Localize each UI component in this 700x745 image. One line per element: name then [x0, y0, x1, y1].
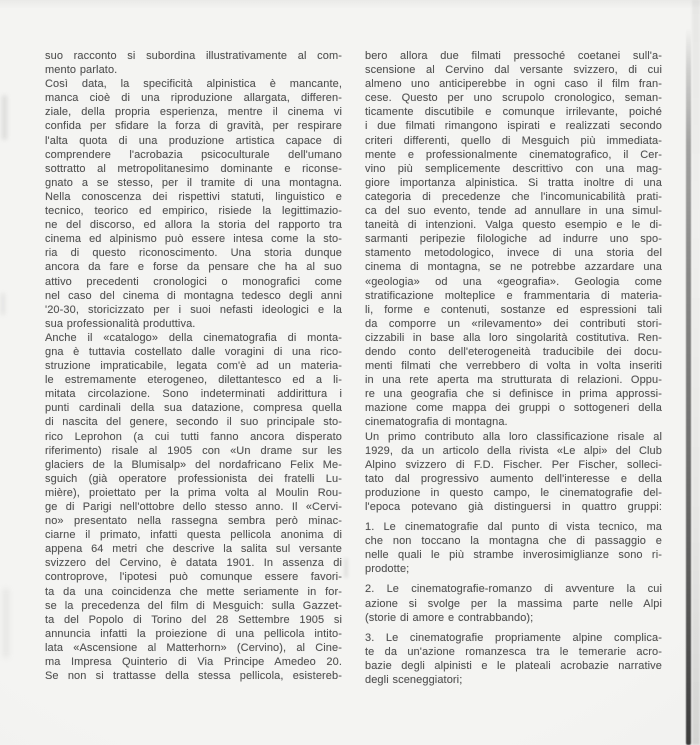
paragraph — [45, 190, 342, 331]
text-line: Anche il «catalogo» della cinematografia di monta- — [45, 331, 342, 344]
text-line: scensione al Cervino dal versante svizzero, di cui — [365, 64, 662, 77]
text-line: suo racconto si subordina illustrativamente al com- — [45, 50, 342, 62]
text-line: rico Leprohon (a cui tutti fanno ancora disperato — [45, 430, 342, 443]
text-line: annuncia infatti la proiezione di una pellicola intito- — [45, 627, 342, 640]
text-line: se la precedenza del film di Mesguich: sulla Gazzet- — [45, 599, 342, 612]
text-line: bero allora due filmati pressoché coetanei sull'a- — [365, 50, 662, 62]
paragraph — [365, 582, 662, 624]
text-line: comprendere l'acrobazia psicoculturale dell'umano — [45, 148, 342, 161]
paragraph — [45, 331, 342, 683]
text-line: Così data, la specificità alpinistica è mancante, — [45, 78, 342, 91]
text-line: ta da una coincidenza che mette seriamente in for- — [45, 585, 342, 598]
text-line: struzione impraticabile, legata com'è ad un materia- — [45, 360, 342, 373]
text-line: vino più semplicemente descrittivo con una mag- — [365, 162, 662, 175]
text-line: sottratto al metropolitanesimo dominante e riconse- — [45, 162, 342, 175]
text-line: appena 64 metri che descrive la salita sul versante — [45, 543, 342, 556]
text-line: mitata circolazione. Sono indeterminati addirittura i — [45, 388, 342, 401]
scan-smudge-left-1 — [2, 95, 7, 140]
text-line: gna è tuttavia costellato dalle voragini di una rico- — [45, 345, 342, 358]
text-line: l'alta quota di una produzione artistica capace di — [45, 134, 342, 147]
text-line: Un primo contributo alla loro classificazione risale al — [365, 430, 662, 443]
paragraph — [45, 49, 342, 77]
text-line: gnato a se stesso, per il tramite di una montagna. — [45, 176, 342, 189]
text-line: sua professionalità produttiva. — [45, 317, 196, 330]
text-line: taneità di intenzioni. Valga questo esempio e le di- — [365, 219, 662, 232]
text-line: criteri differenti, quello di Mesguich più immediata- — [365, 134, 662, 147]
text-line: nelle quali le più strambe inverosimiglianze sono ri- — [365, 549, 662, 562]
text-line: stamento metodologico, invece di una storia del — [365, 247, 662, 260]
scan-smudge-left-3 — [3, 588, 9, 658]
text-line: prodotte; — [365, 563, 410, 576]
text-line: l'epoca potevano già distinguersi in quattro gruppi: — [365, 501, 662, 513]
text-line: te da un'azione romanzesca tra le temerarie acro- — [365, 645, 662, 658]
text-line: «geologia» od una «geografia». Geologia come — [365, 275, 662, 288]
paragraph — [45, 77, 342, 190]
text-line: confida per sfidare la forza di gravità, per respirare — [45, 120, 342, 133]
text-line: (storie di amore e contrabbando); — [365, 611, 534, 624]
text-line: ciarne il primato, infatti questa pellicola anonima di — [45, 529, 342, 542]
paragraph — [365, 49, 662, 430]
text-line: giore importanza alpinistica. Si tratta inoltre di una — [365, 176, 662, 189]
text-line: categoria di precedenze che l'incomunicabilità prati- — [365, 190, 662, 203]
text-line: ziale, della propria esperienza, mentre il cinema vi — [45, 106, 342, 119]
text-line: tecnico, teorico ed empirico, risiede la legittimazio- — [45, 205, 342, 218]
text-line: ria di questo riconoscimento. Una storia dunque — [45, 247, 342, 260]
text-line: che non toccano la montagna che di passaggio e — [365, 535, 662, 548]
text-line: ne del discorso, ed allora la storia del rapporto tra — [45, 219, 342, 232]
scan-smudge-gutter — [344, 558, 348, 578]
text-line: di nascita del genere, secondo il suo principale sto- — [45, 416, 342, 429]
text-line: produzione in questo campo, le cinematografie del- — [365, 486, 662, 499]
text-line: 1. Le cinematografie dal punto di vista tecnico, ma — [365, 521, 662, 534]
text-line: ge di Parigi nell'ottobre dello stesso anno. Il «Cervi- — [45, 501, 342, 513]
text-line: 2. Le cinematografie-romanzo di avventure la cui — [365, 583, 662, 596]
text-line: i due filmati rimangono ispirati e realizzati secondo — [365, 120, 662, 133]
text-line: li, forme e contenuti, sostanze ed espressioni tali — [365, 303, 662, 316]
text-line: nel caso del cinema di montagna tedesco degli anni — [45, 289, 342, 302]
scan-smudge-left-2 — [1, 293, 5, 315]
text-line: degli sceneggiatori; — [365, 674, 463, 687]
text-line: Nella conoscenza dei rispettivi statuti, linguistico e — [45, 190, 342, 203]
text-line: sarmanti peripezie filologiche ad indurre uno spo- — [365, 233, 662, 246]
scan-edge-shadow — [686, 28, 691, 745]
text-line: 1929, da un articolo della rivista «Le alpi» del Club — [365, 444, 662, 457]
paragraph — [365, 520, 662, 576]
text-line: sguich (già operatore professionista dei fratelli Lu- — [45, 472, 342, 485]
text-line: ancora da fare e forse da pensare che ha al suo — [45, 261, 342, 274]
text-line: no» presentato nella rassegna sembra però minac- — [45, 515, 342, 528]
paragraph — [365, 631, 662, 687]
text-line: lata «Ascensione al Matterhorn» (Cervino), al Cine- — [45, 641, 342, 654]
text-line: mente e professionalmente cinematografico, il Cer- — [365, 148, 662, 161]
text-column-right — [365, 49, 662, 687]
text-line: bazie degli alpinisti e le plateali acrobazie narrative — [365, 659, 662, 672]
text-line: Alpino svizzero di F.D. Fischer. Per Fischer, solleci- — [365, 458, 662, 471]
text-line: in una rete aperta ma strutturata di relazioni. Oppu- — [365, 374, 662, 387]
text-line: tato dal progressivo aumento dell'interesse e della — [365, 472, 662, 485]
text-line: riferimento) risale al 1905 con «Un drame sur les — [45, 444, 342, 457]
text-line: ma Impresa Quinterio di Via Principe Amedeo 20. — [45, 656, 342, 669]
text-line: cinema ed alpinismo può essere intesa come la sto- — [45, 233, 342, 246]
text-line: cizzabili in base alla loro singolarità costitutiva. Ren- — [365, 331, 662, 344]
text-line: le estremamente eterogeneo, dilettantesco ed a li- — [45, 374, 342, 387]
text-line: azione si svolge per la massima parte nelle Alpi — [365, 597, 662, 610]
text-line: 3. Le cinematografie propriamente alpine complica- — [365, 631, 662, 644]
text-line: mière), proiettato per la prima volta al Moulin Rou- — [45, 486, 342, 499]
text-line: mazione come mappa dei gruppi o sottogeneri della — [365, 402, 662, 415]
text-line: cinema di montagna, se ne potrebbe azzardare una — [365, 261, 662, 274]
text-line: punti cardinali della sua datazione, compresa quella — [45, 402, 342, 415]
text-line: almeno uno anticiperebbe in ogni caso il film fran- — [365, 78, 662, 91]
text-column-left — [45, 49, 342, 683]
text-line: controprove, l'ipotesi può comunque essere favori- — [45, 571, 342, 584]
paragraph — [365, 430, 662, 515]
text-line: manca cioè di una riproduzione allargata, differen- — [45, 92, 342, 105]
text-line: da comporre un «rilevamento» dei contributi stori- — [365, 317, 662, 330]
text-line: cinematografia di montagna. — [365, 416, 508, 429]
text-line: glaciers de la Blumisalp» del nordafricano Felix Me- — [45, 458, 342, 471]
text-line: attivo precedenti cronologici o monografici come — [45, 275, 342, 288]
text-line: '20-30, storicizzato per i suoi nefasti ideologici e la — [45, 303, 342, 316]
text-line: mento parlato. — [45, 64, 118, 77]
scan-top-band — [0, 0, 700, 9]
text-line: ta del Popolo di Torino del 28 Settembre 1905 si — [45, 613, 342, 626]
text-line: Se non si trattasse della stessa pellicola, esistereb- — [45, 670, 342, 683]
text-line: stratificazione molteplice e frammentaria di materia- — [365, 289, 662, 302]
text-line: menti filmati che verrebbero di volta in volta inseriti — [365, 360, 662, 373]
text-line: re una geografia che si definisce in prima approssi- — [365, 388, 662, 401]
text-line: svizzero del Cervino, è datata 1901. In assenza di — [45, 557, 342, 570]
text-line: cese. Questo per uno scrupolo cronologico, seman- — [365, 92, 662, 105]
scan-edge-strip — [692, 0, 700, 745]
text-line: dendo conto dell'eterogeneità traducibile dei docu- — [365, 345, 662, 358]
text-line: ticamente discutibile e comunque irrilevante, poiché — [365, 106, 662, 119]
text-line: ca del suo evento, tende ad annullare in una simul- — [365, 205, 662, 218]
